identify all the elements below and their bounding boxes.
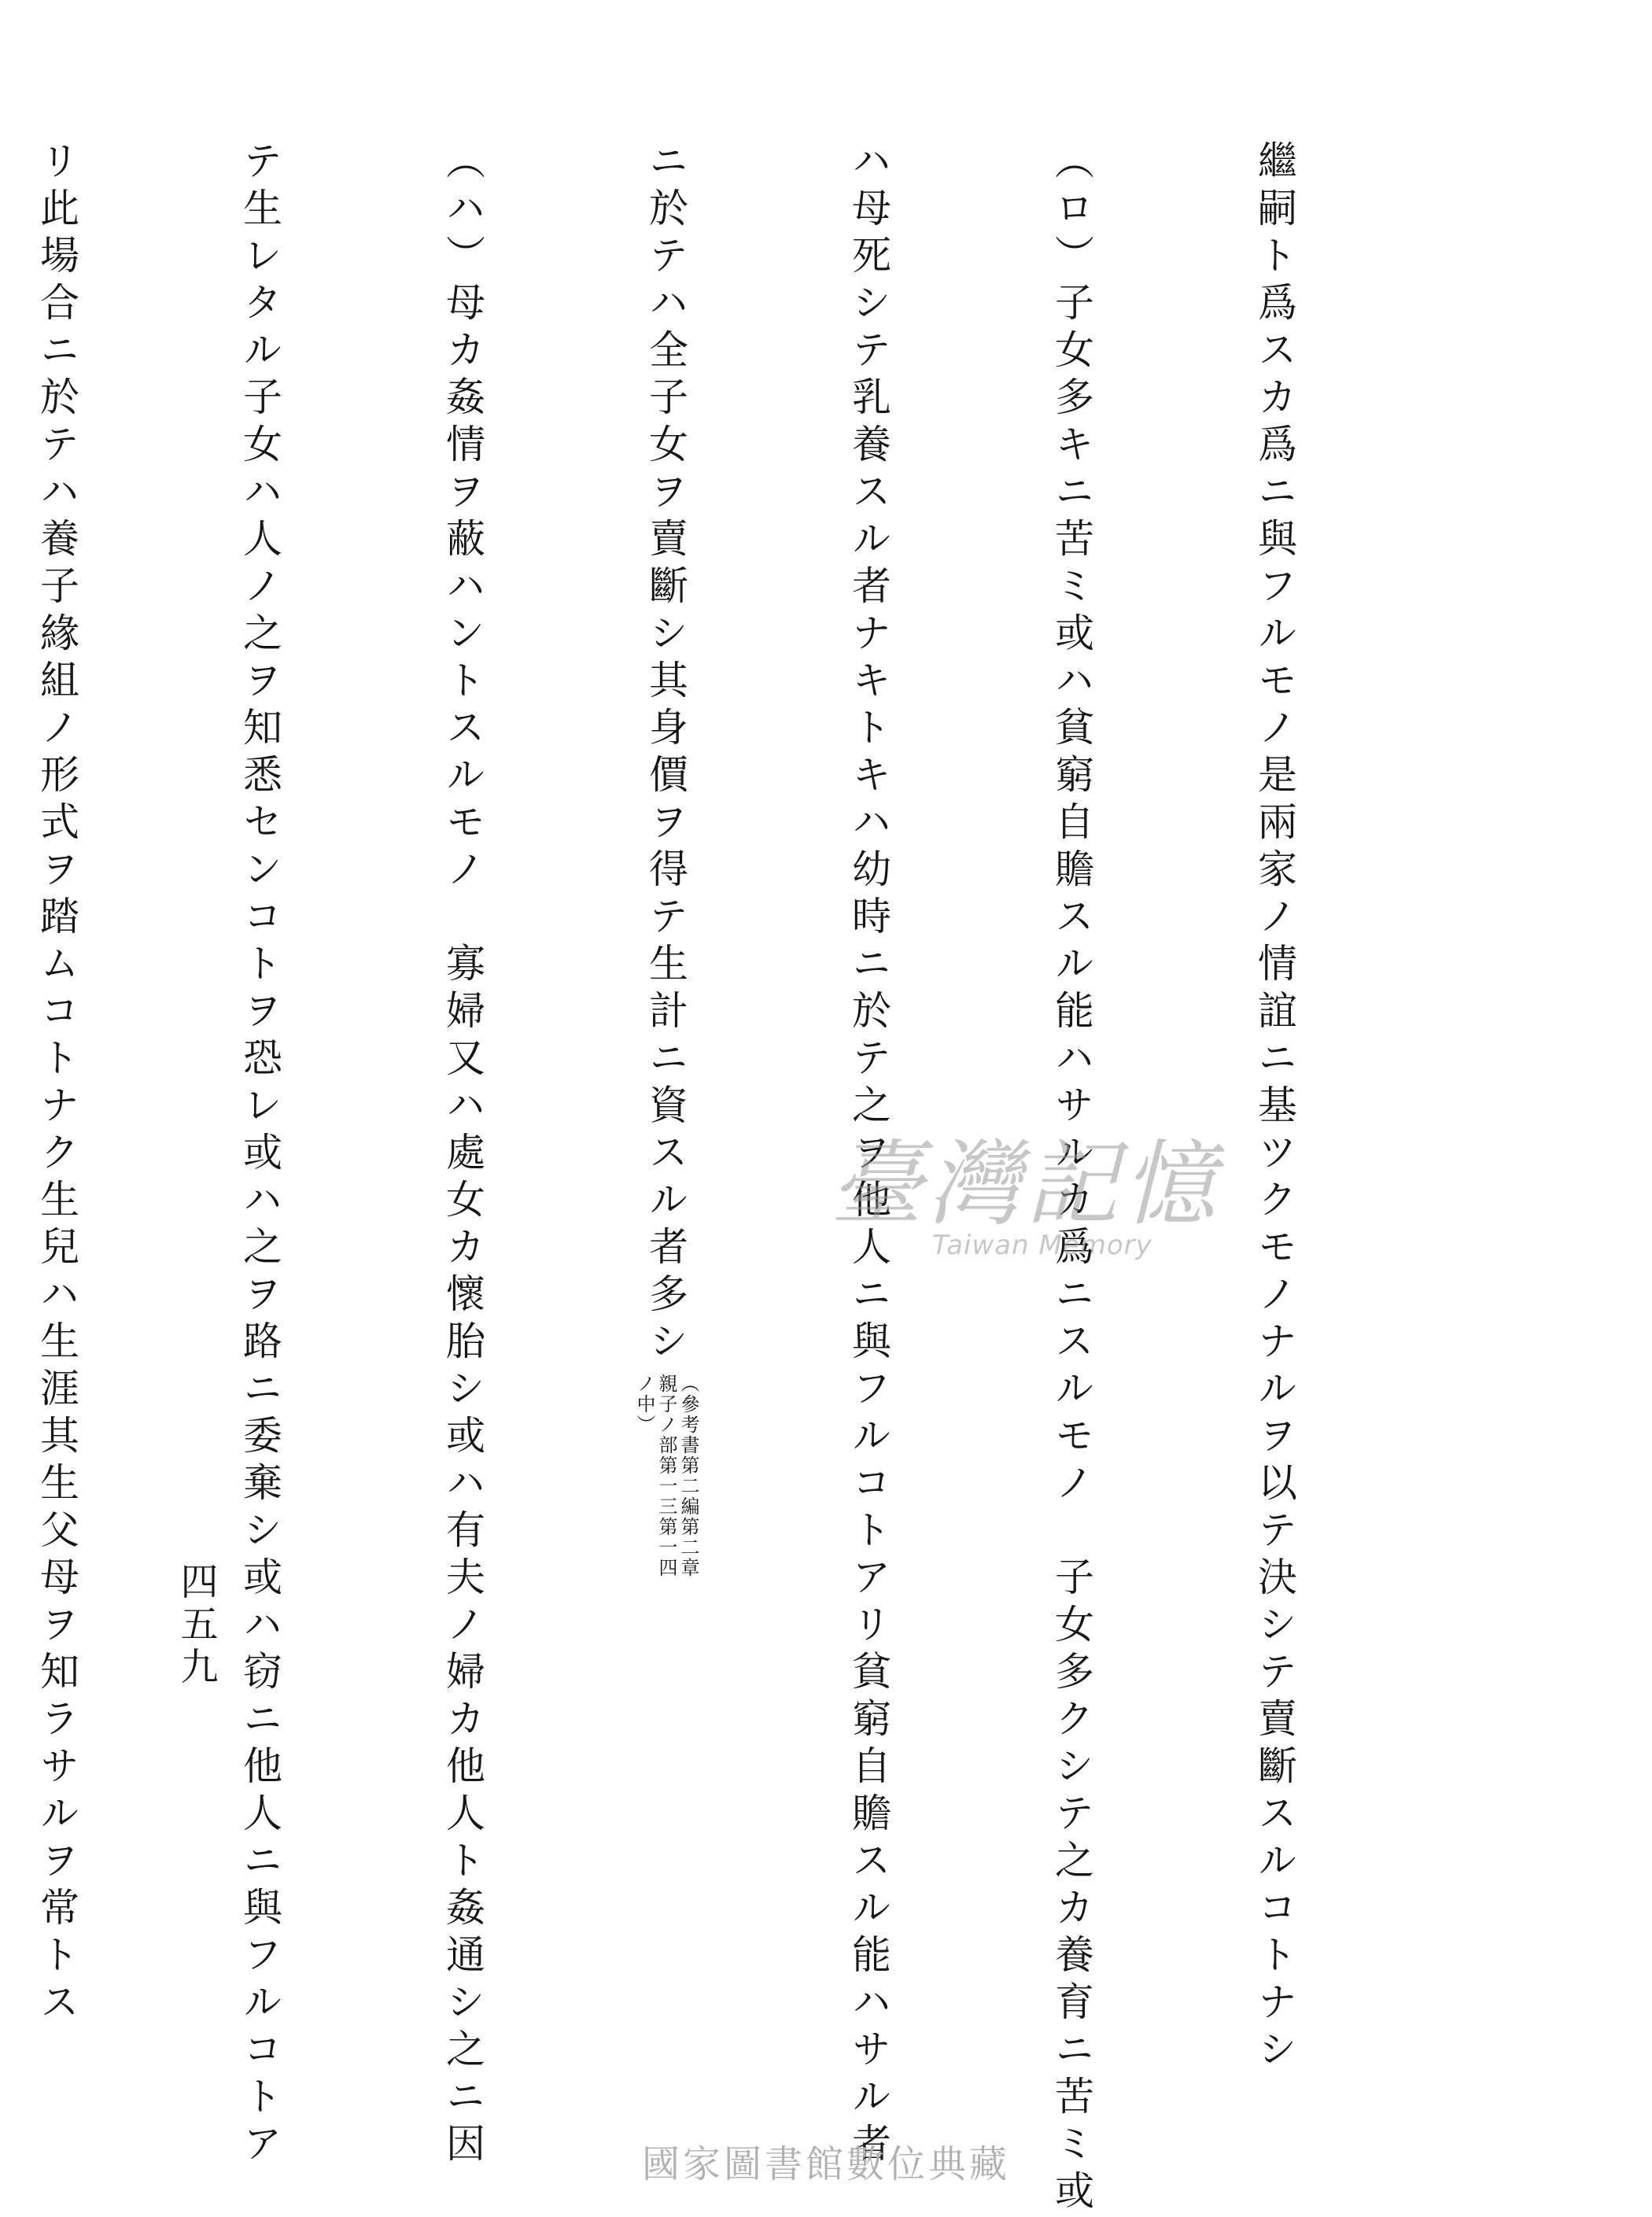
watermark-logo-text: 臺灣記憶 [830, 1130, 1221, 1238]
text-column: リ此場合ニ於テハ養子緣組ノ形式ヲ踏ムコトナク生兒ハ生涯其生父母ヲ知ラサルヲ常トス [34, 140, 79, 2028]
text-column: （ロ）子女多キニ苦ミ或ハ貧窮自贍スル能ハサルカ爲ニスルモノ 子女多クシテ之カ養育ニ苦ミ或 [1049, 140, 1094, 2217]
text-column: テ生レタル子女ハ人ノ之ヲ知悉センコトヲ恐レ或ハ之ヲ路ニ委棄シ或ハ窃ニ他人ニ與フルコトア [237, 140, 282, 2170]
column-text: ニ於テハ全子女ヲ賣斷シ其身價ヲ得テ生計ニ資スル者多シ [643, 140, 688, 1367]
reference-note: （參考書第二編第二章親子ノ部第一三第一四ノ中） [633, 1374, 699, 1578]
text-column: 繼嗣ト爲スカ爲ニ與フルモノ是兩家ノ情誼ニ基ツクモノナルヲ以テ決シテ賣斷スルコトナシ [1252, 140, 1297, 2075]
page-number: 四五九 [174, 1562, 218, 1689]
text-column: （ハ）母カ姦情ヲ蔽ハントスルモノ 寡婦又ハ處女カ懷胎シ或ハ有夫ノ婦カ他人ト姦通シ之ニ因 [440, 140, 485, 2170]
text-column: ハ母死シテ乳養スル者ナキトキハ幼時ニ於テ之ヲ他人ニ與フルコトアリ貧窮自贍スル能ハサル者 [846, 140, 891, 2170]
text-column [632, 140, 699, 2012]
footer-credit: 國家圖書館數位典藏 [641, 2142, 1010, 2186]
watermark-subtitle: Taiwan Memory [932, 1230, 1152, 1261]
